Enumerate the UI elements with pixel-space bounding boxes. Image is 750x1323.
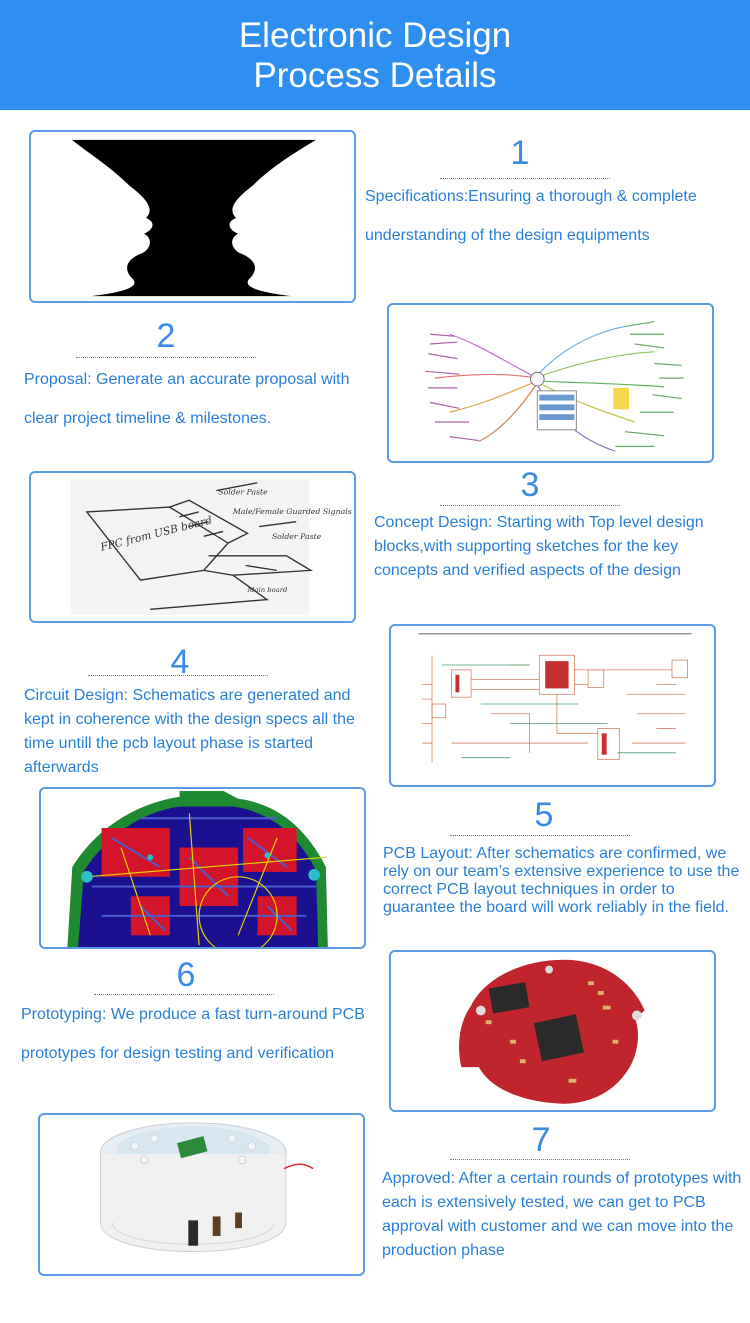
step-3-text: Concept Design: Starting with Top level design blocks,with supporting sketches for the key concepts and verified aspects of the design [374,514,704,579]
step-2-number: 2 [156,317,176,355]
mind-map-illustration [389,305,712,461]
schematic-image [389,624,716,787]
mind-map-image [387,303,714,463]
step-1-number: 1 [510,134,530,172]
specifications-image [29,130,356,303]
sketch-illustration [31,473,354,621]
step-6-number: 6 [176,956,196,994]
face-vase-illustration [31,132,354,301]
step-3-divider [440,505,620,506]
page-title-line-1: Electronic Design [238,16,512,55]
sketch-image [29,471,356,623]
pcb-layout-illustration [41,789,364,947]
step-5-number: 5 [534,796,554,834]
sketch-label-guarded-signals: Male/Female Guarded Signals [232,506,352,516]
step-4-divider [88,675,268,676]
step-2-divider [76,357,256,358]
prototype-board-illustration [391,952,714,1110]
sketch-label-fpc: FPC from USB board [99,513,214,554]
step-6-text: Prototyping: We produce a fast turn-around PCB prototypes for design testing and verification [21,1006,365,1062]
product-illustration [40,1115,363,1274]
sketch-label-solder-paste: Solder Paste [218,487,268,497]
prototype-board-image [389,950,716,1112]
step-1-text: Specifications:Ensuring a thorough & complete understanding of the design equipments [365,188,697,244]
page-title-line-2: Process Details [253,56,497,95]
schematic-illustration [391,626,714,785]
pcb-layout-image [39,787,366,949]
step-4-text: Circuit Design: Schematics are generated and kept in coherence with the design specs all the time untill the pcb layout phase is started afterwards [24,687,355,776]
sketch-label-solder-paste-2: Solder Paste [271,532,322,542]
step-5-text: PCB Layout: After schematics are confirmed, we rely on our team’s extensive experience to use the correct PCB layout techniques in order to guarantee the board will work reliably in the field. [383,845,740,916]
step-2-text: Proposal: Generate an accurate proposal with clear project timeline & milestones. [24,371,350,427]
step-4-number: 4 [170,643,190,681]
step-7-number: 7 [531,1121,551,1159]
step-7-divider [450,1159,630,1160]
approved-product-image [38,1113,365,1276]
step-5-divider [450,835,630,836]
step-7-text: Approved: After a certain rounds of prototypes with each is extensively tested, we can get to PCB approval with customer and we can move into the production phase [382,1170,742,1259]
sketch-label-main-board: Main board [247,585,288,594]
step-3-number: 3 [520,466,540,504]
page-header [0,0,750,110]
